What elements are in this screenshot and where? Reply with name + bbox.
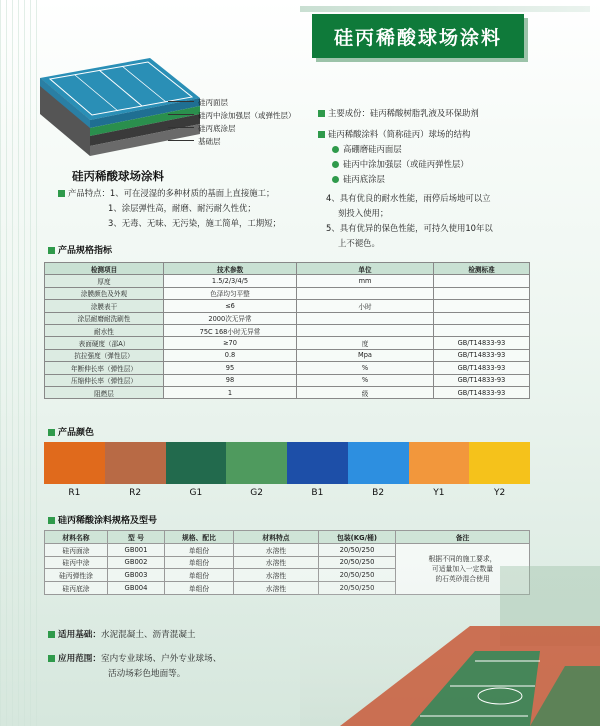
table-cell: GB/T14833-93 — [434, 349, 530, 361]
table-cell: 0.8 — [164, 349, 297, 361]
bullet-square-icon — [48, 631, 55, 638]
table-cell: 小时 — [297, 300, 434, 312]
product-features — [58, 186, 328, 231]
scope-label: 应用范围： — [58, 654, 101, 664]
bullet-circle-icon — [332, 146, 339, 153]
base-info — [48, 628, 196, 642]
bullet-square-icon — [318, 110, 325, 117]
table-row — [45, 349, 530, 361]
table-cell: 阻燃层 — [45, 386, 164, 398]
table-cell — [434, 300, 530, 312]
bullet-square-icon — [48, 429, 55, 436]
scope-info — [48, 652, 221, 666]
table-cell: 度 — [297, 337, 434, 349]
table-cell: 技术参数 — [164, 263, 297, 275]
table-cell — [297, 287, 434, 299]
table-header-cell: 包装(KG/桶) — [319, 531, 396, 544]
spec-table — [44, 262, 530, 399]
layer-label: 硅丙中涂加强层（或弹性层） — [198, 111, 296, 120]
table-cell — [434, 287, 530, 299]
color-label: Y1 — [433, 488, 445, 498]
color-label: B1 — [311, 488, 324, 498]
model-header-row — [45, 531, 530, 544]
table-cell: 涂层耐磨耐洗刷性 — [45, 312, 164, 324]
table-header-cell: 材料特点 — [234, 531, 319, 544]
scope-value-2: 活动场彩色地面等。 — [108, 669, 186, 679]
table-cell: 单组份 — [165, 556, 234, 569]
bullet-square-icon — [318, 131, 325, 138]
table-cell: 硅丙底涂 — [45, 582, 108, 595]
table-cell — [297, 324, 434, 336]
spec-header-row — [45, 263, 530, 275]
table-cell: % — [297, 374, 434, 386]
color-label: R1 — [68, 488, 81, 498]
point-text: 上不褪色。 — [338, 238, 380, 248]
layer-callouts — [198, 96, 296, 148]
table-row — [45, 275, 530, 287]
table-cell: 2000次无异常 — [164, 312, 297, 324]
table-cell: 表面硬度（邵A） — [45, 337, 164, 349]
table-cell: 单组份 — [165, 569, 234, 582]
table-cell: mm — [297, 275, 434, 287]
table-cell: % — [297, 362, 434, 374]
features-label: 产品特点： — [68, 188, 110, 198]
color-swatch — [287, 442, 348, 484]
base-label: 适用基础： — [58, 630, 101, 640]
table-cell: 硅丙面涂 — [45, 543, 108, 556]
table-cell: 检测标准 — [434, 263, 530, 275]
color-swatch — [469, 442, 530, 484]
table-cell: 硅丙弹性涂 — [45, 569, 108, 582]
table-cell: 硅丙中涂 — [45, 556, 108, 569]
table-row — [45, 300, 530, 312]
base-value: 水泥混凝土、沥青混凝土 — [100, 630, 196, 640]
table-cell: 压缩伸长率（弹性层） — [45, 374, 164, 386]
color-swatch — [105, 442, 166, 484]
page-title: 硅丙稀酸球场涂料 — [312, 14, 524, 58]
table-cell: 单组份 — [165, 543, 234, 556]
table-cell: 98 — [164, 374, 297, 386]
table-cell: GB004 — [108, 582, 165, 595]
table-cell: GB/T14833-93 — [434, 374, 530, 386]
product-heading: 硅丙稀酸球场涂料 — [72, 169, 164, 183]
layer-label: 硅丙面层 — [198, 98, 228, 107]
table-cell: 级 — [297, 386, 434, 398]
decorative-bar — [300, 6, 590, 12]
structure-item: 硅丙中涂加强层（或硅丙弹性层） — [343, 159, 469, 169]
color-swatch — [348, 442, 409, 484]
table-cell: GB/T14833-93 — [434, 386, 530, 398]
table-row — [45, 324, 530, 336]
table-cell: 单组份 — [165, 582, 234, 595]
table-cell: 水溶性 — [234, 569, 319, 582]
point-text: 刻投入使用； — [338, 208, 389, 218]
color-label: B2 — [372, 488, 385, 498]
table-header-cell: 规格、配比 — [165, 531, 234, 544]
table-cell: Mpa — [297, 349, 434, 361]
table-cell — [297, 312, 434, 324]
table-cell: 年断伸长率（弹性层） — [45, 362, 164, 374]
bullet-circle-icon — [332, 176, 339, 183]
table-cell: 20/50/250 — [319, 543, 396, 556]
table-row — [45, 362, 530, 374]
bullet-square-icon — [48, 655, 55, 662]
table-cell: 单位 — [297, 263, 434, 275]
color-label: G2 — [250, 488, 263, 498]
right-column — [318, 106, 588, 251]
table-row — [45, 543, 530, 556]
leader-line — [168, 101, 194, 102]
table-cell: 涂膜颜色及外观 — [45, 287, 164, 299]
table-cell: 1 — [164, 386, 297, 398]
structure-item: 硅丙底涂层 — [343, 174, 385, 184]
structure-title: 硅丙稀酸涂料（简称硅丙）球场的结构 — [328, 129, 471, 139]
table-cell: 涂膜表干 — [45, 300, 164, 312]
table-cell: 水溶性 — [234, 556, 319, 569]
table-cell: 水溶性 — [234, 582, 319, 595]
table-cell: 水溶性 — [234, 543, 319, 556]
table-cell: ≤6 — [164, 300, 297, 312]
table-row — [45, 287, 530, 299]
table-row — [45, 374, 530, 386]
color-label: G1 — [189, 488, 203, 498]
court-layers-illustration — [30, 58, 210, 158]
point-text: 5、具有优异的保色性能，可持久使用10年以 — [326, 223, 493, 233]
leader-line — [168, 114, 194, 115]
table-cell — [434, 312, 530, 324]
court-photo — [300, 556, 600, 726]
bullet-square-icon — [48, 517, 55, 524]
table-cell: 厚度 — [45, 275, 164, 287]
color-swatch — [409, 442, 470, 484]
bullet-square-icon — [48, 247, 55, 254]
color-label: Y2 — [494, 488, 506, 498]
table-cell: 色泽均匀平整 — [164, 287, 297, 299]
scope-value: 室内专业球场、户外专业球场、 — [100, 654, 222, 664]
color-labels — [44, 488, 530, 498]
table-cell: 1.5/2/3/4/5 — [164, 275, 297, 287]
table-row — [45, 312, 530, 324]
point-text: 4、具有优良的耐水性能，雨停后场地可以立 — [326, 193, 491, 203]
color-label: R2 — [129, 488, 142, 498]
table-cell: GB002 — [108, 556, 165, 569]
feature-item: 3、无毒、无味、无污染，施工简单，工期短； — [108, 218, 281, 228]
table-cell — [434, 324, 530, 336]
structure-item: 高硼磨硅丙面层 — [343, 144, 402, 154]
layer-label: 硅丙底涂层 — [198, 124, 236, 133]
table-cell: 75C 168小时无异常 — [164, 324, 297, 336]
table-cell: GB001 — [108, 543, 165, 556]
table-row — [45, 386, 530, 398]
table-row — [45, 337, 530, 349]
leader-line — [168, 140, 194, 141]
color-swatches — [44, 442, 530, 484]
table-header-cell: 材料名称 — [45, 531, 108, 544]
table-cell: 耐水性 — [45, 324, 164, 336]
table-cell: 检测项目 — [45, 263, 164, 275]
table-cell: GB/T14833-93 — [434, 362, 530, 374]
table-cell: GB003 — [108, 569, 165, 582]
feature-item: 1、可在浸湿的多种材质的基面上直接施工； — [109, 188, 275, 198]
table-cell — [434, 275, 530, 287]
table-header-cell: 型 号 — [108, 531, 165, 544]
table-header-cell: 备注 — [396, 531, 530, 544]
composition-text: 主要成份：硅丙稀酸树脂乳液及环保助剂 — [328, 108, 479, 118]
leader-line — [168, 127, 194, 128]
bullet-circle-icon — [332, 161, 339, 168]
table-cell: 抗拉强度（弹性层） — [45, 349, 164, 361]
spec-section-title: 产品规格指标 — [48, 243, 112, 256]
table-cell: ≥70 — [164, 337, 297, 349]
feature-item: 1、涂层弹性高，耐磨、耐污耐久性优； — [108, 203, 256, 213]
color-swatch — [44, 442, 105, 484]
layer-label: 基础层 — [198, 137, 221, 146]
models-section-title: 硅丙稀酸涂料规格及型号 — [48, 513, 157, 526]
colors-section-title: 产品颜色 — [48, 425, 94, 438]
table-cell: 95 — [164, 362, 297, 374]
color-swatch — [226, 442, 287, 484]
table-cell: GB/T14833-93 — [434, 337, 530, 349]
bullet-square-icon — [58, 190, 65, 197]
color-swatch — [166, 442, 227, 484]
